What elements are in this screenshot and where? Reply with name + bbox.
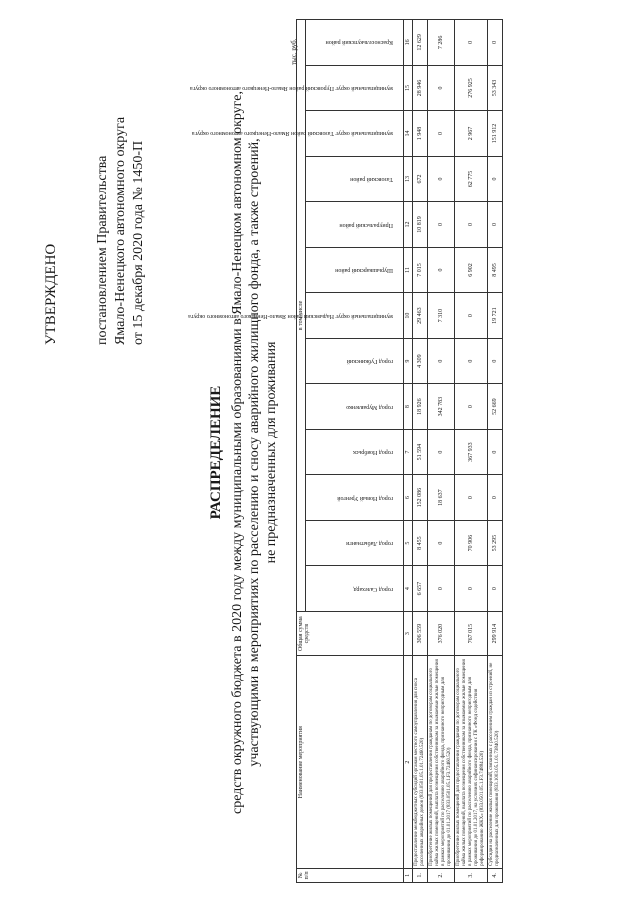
- column-number: 5: [404, 520, 413, 566]
- row-value: 276 925: [455, 65, 488, 111]
- row-value: 0: [428, 338, 455, 384]
- row-value: 0: [455, 384, 488, 430]
- approval-line: постановлением Правительства: [95, 155, 110, 345]
- column-numbers-row: [404, 20, 413, 883]
- row-name: Приобретение жилых помещений для предоставления гражданам по договорам социального найма жилых помещений, выплата возмещения собственникам за изымаемые жилые помещения в рамках мероприятий по расселению аварийного фонда, признанного непригодным для проживания до 01.01.2017, на условиях софинансирования с ГК «Фонд содействия реформированию ЖКХ» (833.0501.05.1.F3.74884.520): [455, 656, 488, 868]
- table-row: [413, 20, 428, 883]
- column-number: 2: [404, 656, 413, 868]
- header-col-label: Тазовский район: [350, 176, 393, 183]
- header-col: [306, 520, 404, 566]
- document-subtitle: участвующими в мероприятиях по расселению и сносу аварийного жилищного фонда, а также строений,: [247, 138, 262, 767]
- header-col: [306, 156, 404, 202]
- row-value: 0: [428, 156, 455, 202]
- header-col-label: Красноселькупский район: [325, 39, 393, 46]
- row-name: Предоставление межбюджетных субсидий органам местного самоуправления для сноса расселенных аварийных домов (833.0501.05.1.01.72460.520): [413, 656, 428, 868]
- row-value: 18 926: [413, 384, 428, 430]
- unit-label: тыс. руб.: [290, 38, 298, 65]
- row-value: 151 912: [488, 111, 503, 157]
- row-value: 0: [488, 20, 503, 66]
- row-value: 8 455: [413, 520, 428, 566]
- row-value: 0: [428, 202, 455, 248]
- document-title-block: [208, 20, 280, 885]
- header-col-label: муниципальный округ Пуровский район Ямало-Ненецкого автономного округа: [190, 84, 393, 91]
- table-row: [488, 20, 503, 883]
- row-value: 2 967: [455, 111, 488, 157]
- row-total: 306 559: [413, 611, 428, 656]
- row-value: 1 948: [413, 111, 428, 157]
- row-value: 53 295: [488, 520, 503, 566]
- header-col-label: Шурышкарский район: [335, 267, 393, 274]
- row-value: 53 343: [488, 65, 503, 111]
- row-value: 0: [455, 20, 488, 66]
- row-value: 0: [428, 520, 455, 566]
- column-number: 9: [404, 338, 413, 384]
- row-value: 51 594: [413, 429, 428, 475]
- column-number: 14: [404, 111, 413, 157]
- row-value: 10 819: [413, 202, 428, 248]
- row-value: 6 657: [413, 566, 428, 612]
- header-col-label: город Муравленко: [346, 403, 393, 410]
- row-value: 70 906: [455, 520, 488, 566]
- header-name: Наименование мероприятия: [297, 656, 404, 868]
- row-number: 1.: [413, 868, 428, 882]
- column-number: 4: [404, 566, 413, 612]
- column-number: 11: [404, 247, 413, 293]
- row-value: 18 637: [428, 475, 455, 521]
- row-value: 672: [413, 156, 428, 202]
- row-total: 376 020: [428, 611, 455, 656]
- column-number: 15: [404, 65, 413, 111]
- document-title: РАСПРЕДЕЛЕНИЕ: [208, 385, 224, 520]
- header-col: [190, 65, 404, 111]
- header-in-that-number: в том числе: [297, 20, 306, 612]
- row-value: 0: [428, 247, 455, 293]
- row-value: 0: [428, 566, 455, 612]
- header-col: [306, 20, 404, 66]
- row-value: 4 309: [413, 338, 428, 384]
- row-value: 52 669: [488, 384, 503, 430]
- header-col: [306, 202, 404, 248]
- column-number: 16: [404, 20, 413, 66]
- row-value: 0: [488, 202, 503, 248]
- row-value: 28 946: [413, 65, 428, 111]
- row-value: 0: [455, 338, 488, 384]
- row-value: 7 015: [413, 247, 428, 293]
- row-value: 8 495: [488, 247, 503, 293]
- column-number: 12: [404, 202, 413, 248]
- row-number: 4.: [488, 868, 503, 882]
- header-col: [306, 247, 404, 293]
- row-number: 2.: [428, 868, 455, 882]
- header-col-label: город Лабытнанги: [346, 540, 393, 547]
- header-col-label: город Новый Уренгой: [337, 494, 393, 501]
- row-value: 0: [488, 338, 503, 384]
- column-number: 1: [404, 868, 413, 882]
- row-value: 29 463: [413, 293, 428, 339]
- row-total: 767 015: [455, 611, 488, 656]
- row-value: 0: [488, 475, 503, 521]
- approval-block: [42, 25, 148, 345]
- row-value: 62 775: [455, 156, 488, 202]
- table-row: [428, 20, 455, 883]
- row-value: 0: [455, 293, 488, 339]
- row-value: 0: [428, 429, 455, 475]
- approval-title: УТВЕРЖДЕНО: [43, 243, 59, 345]
- header-col: [306, 338, 404, 384]
- approval-line: от 15 декабря 2020 года № 1450-П: [131, 140, 146, 345]
- table-row: [455, 20, 488, 883]
- row-value: 0: [488, 429, 503, 475]
- header-col: [306, 384, 404, 430]
- header-total: Общая сумма средств: [297, 611, 404, 656]
- row-value: 0: [455, 202, 488, 248]
- column-number: 7: [404, 429, 413, 475]
- row-value: 19 721: [488, 293, 503, 339]
- row-name: Приобретение жилых помещений для предоставления гражданам по договорам социального найма жилых помещений, выплата возмещения собственникам за изымаемые жилые помещения в рамках мероприятий по расселению аварийного фонда, признанного непригодным для проживания до 01.01.2017 (833.0501.05.1.F3.72460.520): [428, 656, 455, 868]
- table-body: [413, 20, 503, 883]
- row-number: 3.: [455, 868, 488, 882]
- row-value: 7 310: [428, 293, 455, 339]
- row-value: 152 086: [413, 475, 428, 521]
- row-name: Субсидии на расселение жилых помещений, связанных с расселением граждан из строений, не предназначенных для проживания (833.1003.05.1.01.73840.520): [488, 656, 503, 868]
- document-subtitle: средств окружного бюджета в 2020 году между муниципальными образованиями в Ямало-Ненецком автономном округе,: [230, 91, 245, 814]
- header-col: [306, 429, 404, 475]
- header-col-label: муниципальный округ Тазовский район Ямало-Ненецкого автономного округа: [191, 130, 393, 137]
- row-value: 367 933: [455, 429, 488, 475]
- header-col-label: город Губкинский: [346, 358, 393, 365]
- header-col-label: муниципальный округ Надымский район Ямало-Ненецкого автономного округа: [188, 312, 393, 319]
- row-total: 299 914: [488, 611, 503, 656]
- header-col-label: Приуральский район: [339, 221, 393, 228]
- header-col: [306, 566, 404, 612]
- row-value: 6 902: [455, 247, 488, 293]
- row-value: 7 286: [428, 20, 455, 66]
- document-subtitle: не предназначенных для проживания: [264, 341, 279, 564]
- header-col: [191, 111, 404, 157]
- column-number: 3: [404, 611, 413, 656]
- row-value: 342 783: [428, 384, 455, 430]
- row-value: 12 629: [413, 20, 428, 66]
- row-value: 0: [428, 111, 455, 157]
- row-value: 0: [455, 566, 488, 612]
- row-value: 0: [488, 566, 503, 612]
- column-number: 8: [404, 384, 413, 430]
- header-col-label: город Салехард: [353, 585, 393, 592]
- header-no: № п/п: [297, 868, 404, 882]
- column-number: 10: [404, 293, 413, 339]
- column-number: 6: [404, 475, 413, 521]
- row-value: 0: [488, 156, 503, 202]
- row-value: 0: [428, 65, 455, 111]
- row-value: 0: [455, 475, 488, 521]
- header-col: [306, 475, 404, 521]
- header-col-label: город Ноябрьск: [352, 449, 393, 456]
- column-number: 13: [404, 156, 413, 202]
- approval-line: Ямало-Ненецкого автономного округа: [113, 116, 128, 345]
